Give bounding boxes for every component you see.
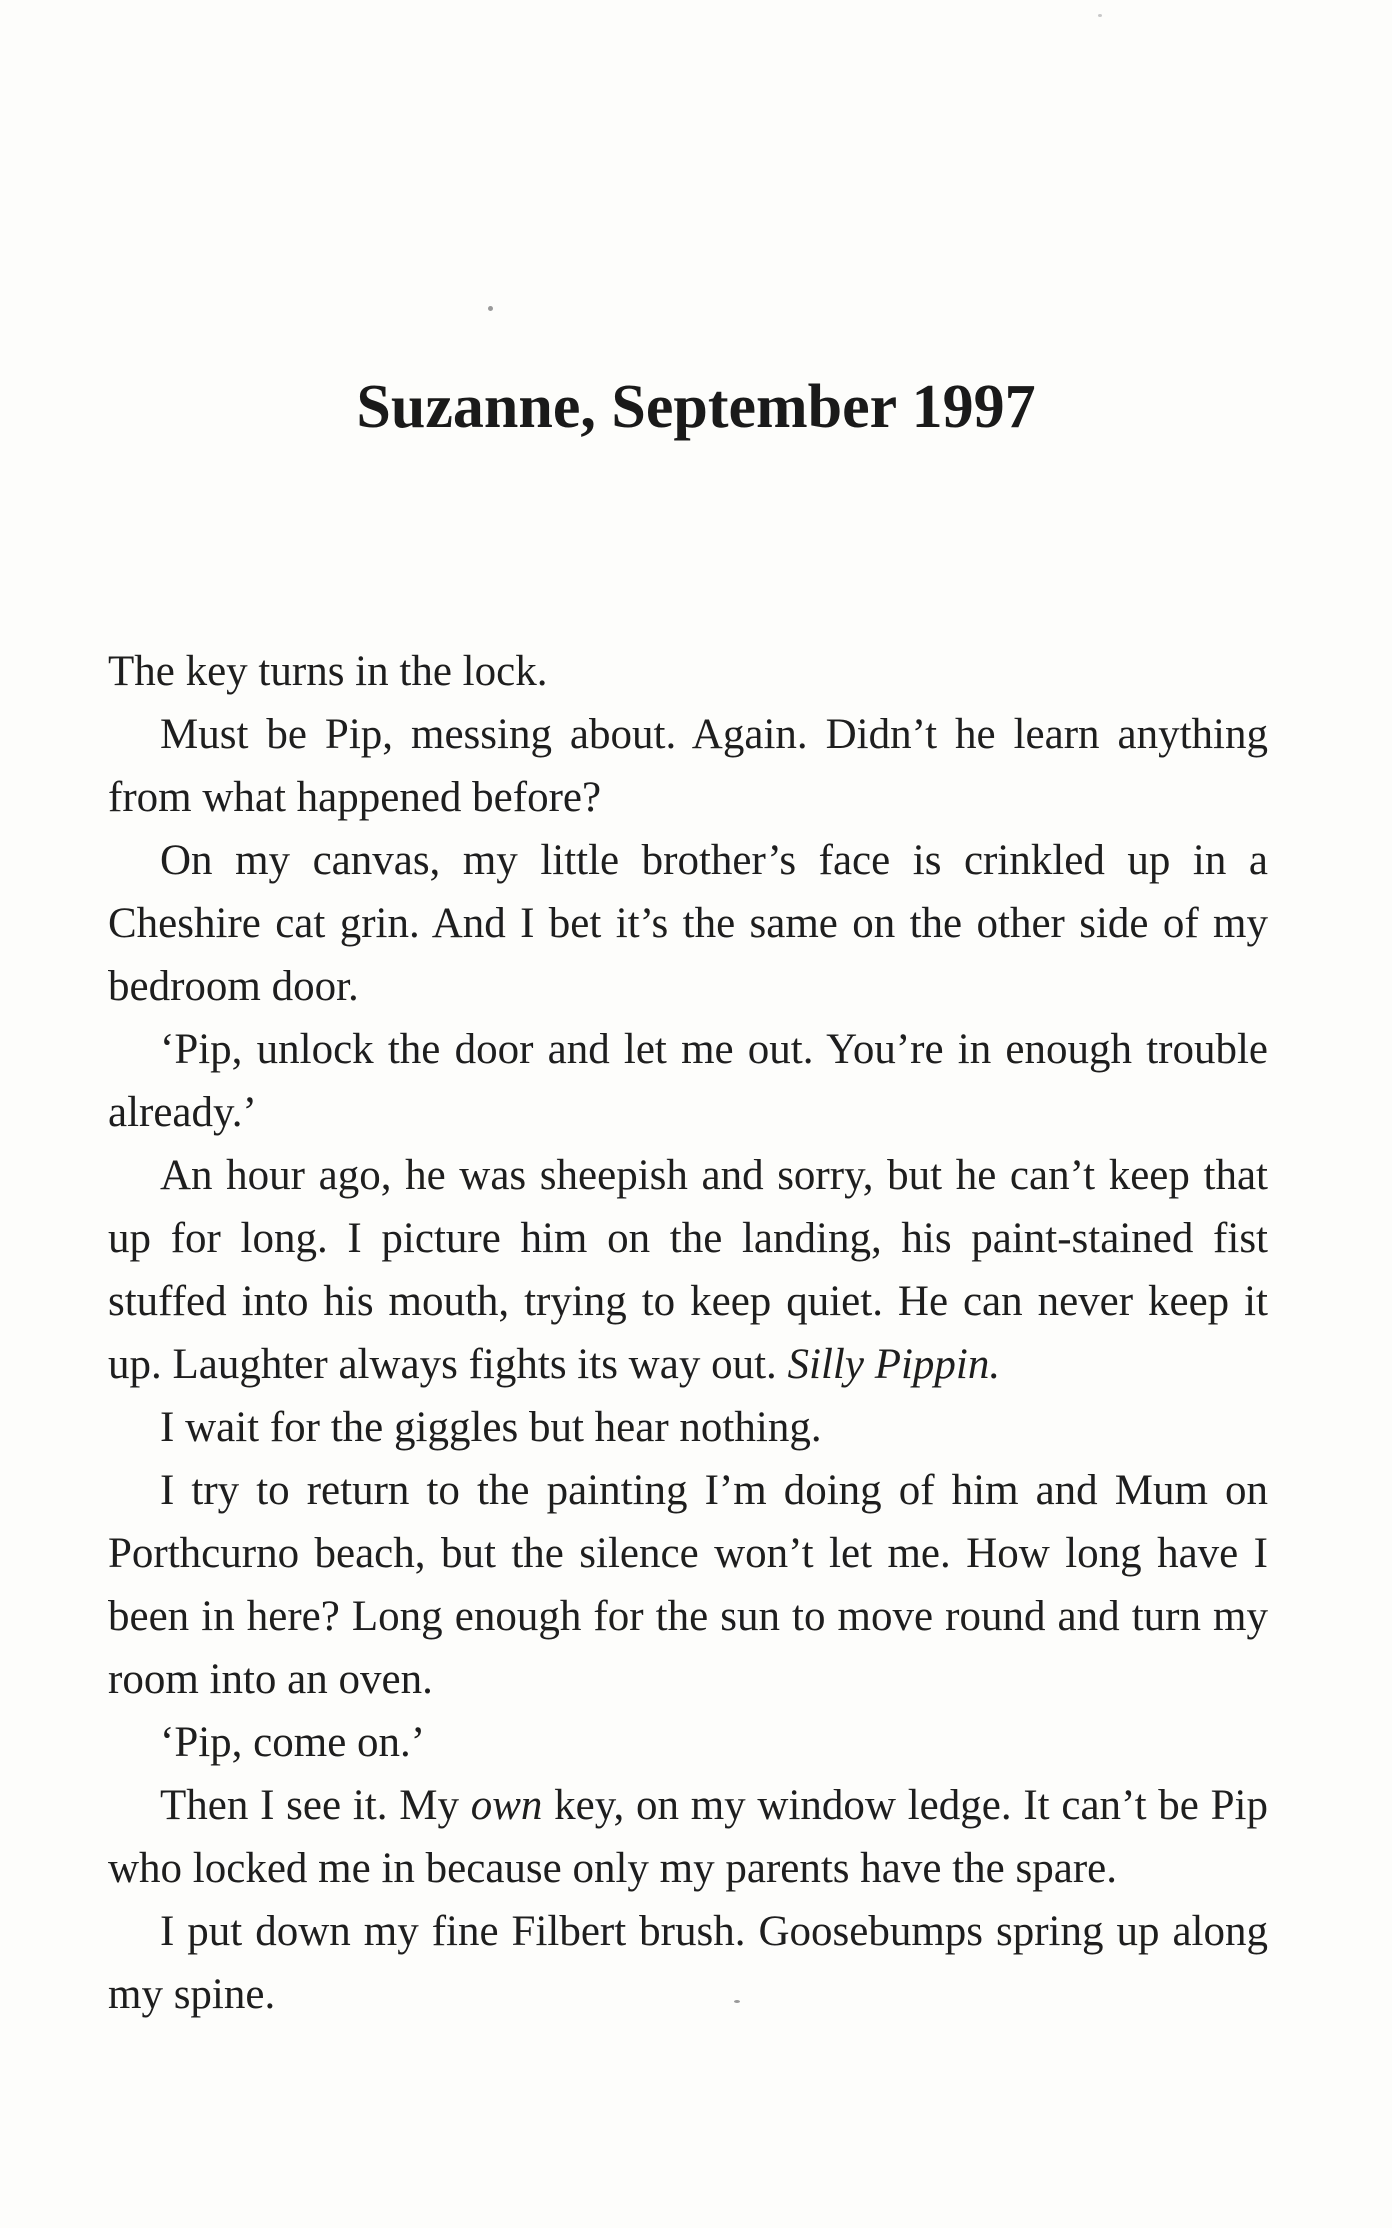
paragraph: Must be Pip, messing about. Again. Didn’t he learn anything from what happened before?: [108, 711, 1268, 821]
paragraph-italic: own: [470, 1782, 543, 1829]
paragraph: I try to return to the painting I’m doing of him and Mum on Porthcurno beach, but the silence won’t let me. How long have I been in here? Long enough for the sun to move round and turn my room into an oven.: [108, 1467, 1268, 1703]
paragraph: I put down my fine Filbert brush. Goosebumps spring up along my spine.: [108, 1908, 1268, 2018]
paragraph: On my canvas, my little brother’s face is crinkled up in a Cheshire cat grin. And I bet it’s the same on the other side of my bedroom door.: [108, 837, 1268, 1010]
scan-speck: [734, 2000, 740, 2003]
paragraph: [108, 1774, 1268, 1900]
paragraph-text: Then I see it. My: [160, 1782, 471, 1829]
paragraph: The key turns in the lock.: [108, 648, 548, 695]
paragraph-text: key, on my window ledge. It can’t be Pip who locked me in because only my parents have the spare.: [108, 1782, 1268, 1892]
paragraph: I wait for the giggles but hear nothing.: [160, 1404, 822, 1451]
scan-speck: [1098, 14, 1102, 17]
paragraph: ‘Pip, come on.’: [160, 1719, 426, 1766]
scan-speck: [488, 306, 493, 311]
chapter-body: [108, 640, 1268, 2026]
paragraph: ‘Pip, unlock the door and let me out. You’re in enough trouble already.’: [108, 1026, 1268, 1136]
paragraph-italic: Silly Pippin.: [787, 1341, 1001, 1388]
chapter-title: Suzanne, September 1997: [356, 373, 1036, 441]
paragraph-text: An hour ago, he was sheepish and sorry, but he can’t keep that up for long. I picture him on the landing, his paint-stained fist stuffed into his mouth, trying to keep quiet. He can never keep it up. Laughter always fights its way out.: [108, 1152, 1268, 1388]
paragraph: [108, 1144, 1268, 1396]
